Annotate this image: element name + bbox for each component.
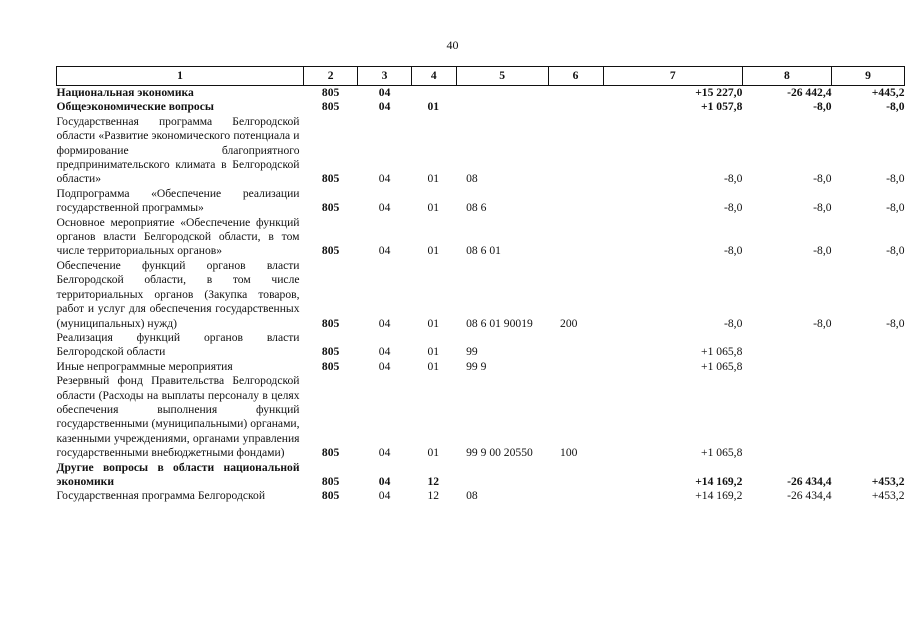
row-expense-type: [548, 331, 603, 360]
row-value-col7: +1 065,8: [701, 345, 743, 359]
row-value-col9: +445,2: [871, 86, 905, 99]
row-expense-type: [548, 360, 603, 374]
row-value-col8: [742, 360, 831, 374]
row-target-article: 08 6 01: [466, 244, 501, 258]
row-value-col9: -8,0: [886, 201, 905, 215]
row-target-article: 08 6: [466, 201, 487, 215]
row-section: 04: [378, 100, 391, 114]
row-value-col8: -8,0: [813, 201, 832, 215]
row-value-col7: -8,0: [724, 316, 743, 330]
row-target-article: [456, 461, 548, 490]
row-gp-code: 805: [321, 489, 340, 503]
row-value-col8: -26 434,4: [787, 489, 832, 503]
row-subsection: [411, 86, 456, 101]
row-value-col9: +453,2: [871, 489, 905, 503]
row-section: 04: [378, 244, 391, 258]
row-value-col7: +14 169,2: [695, 474, 743, 488]
row-target-article: [456, 100, 548, 114]
row-target-article: 08: [466, 489, 478, 503]
row-expense-type: 200: [560, 316, 578, 330]
column-header: 6: [548, 67, 603, 86]
row-gp-code: 805: [321, 100, 340, 114]
row-name: Другие вопросы в области национальной экономики: [56, 460, 300, 488]
column-header: 3: [358, 67, 412, 86]
table-row: [57, 86, 905, 101]
row-name: Государственная программа Белгородской области «Развитие экономического потенциала и формирование благоприятного предпринимательского климата в Белгородской области»: [56, 114, 300, 186]
page-number: 40: [446, 38, 459, 52]
column-header: 7: [603, 67, 742, 86]
row-section: 04: [378, 86, 391, 99]
row-section: 04: [378, 489, 391, 503]
table-row: [57, 489, 905, 503]
table-row: [57, 259, 905, 331]
row-value-col7: +14 169,2: [695, 489, 743, 503]
row-gp-code: 805: [321, 359, 340, 373]
row-expense-type: [548, 461, 603, 490]
row-value-col9: -8,0: [886, 172, 905, 186]
row-value-col7: +1 065,8: [701, 359, 743, 373]
row-gp-code: 805: [321, 474, 340, 488]
row-target-article: 99: [466, 345, 478, 359]
row-target-article: 99 9: [466, 359, 487, 373]
table-row: [57, 187, 905, 216]
row-value-col8: -8,0: [813, 100, 832, 114]
column-header: 8: [742, 67, 831, 86]
row-value-col8: -26 434,4: [787, 474, 832, 488]
row-value-col7: -8,0: [724, 201, 743, 215]
row-value-col7: -8,0: [724, 244, 743, 258]
row-subsection: 01: [427, 345, 440, 359]
table-row: [57, 100, 905, 114]
row-expense-type: 100: [560, 446, 578, 460]
row-name: Государственная программа Белгородской: [56, 489, 266, 503]
row-subsection: 01: [427, 201, 440, 215]
row-section: 04: [378, 359, 391, 373]
row-value-col8: -26 442,4: [787, 86, 832, 99]
row-gp-code: 805: [321, 316, 340, 330]
row-value-col9: [832, 331, 905, 360]
row-name: Общеэкономические вопросы: [56, 100, 214, 114]
row-expense-type: [548, 187, 603, 216]
budget-table: [56, 66, 905, 504]
row-expense-type: [548, 489, 603, 503]
row-name: Основное мероприятие «Обеспечение функций органов власти Белгородской области, в том числе территориальных органов»: [56, 215, 300, 258]
row-value-col7: -8,0: [724, 172, 743, 186]
row-value-col9: [832, 360, 905, 374]
row-subsection: 12: [427, 489, 440, 503]
row-name: Реализация функций органов власти Белгородской области: [56, 330, 300, 359]
row-value-col8: -8,0: [813, 244, 832, 258]
row-subsection: 01: [427, 244, 440, 258]
row-section: 04: [378, 345, 391, 359]
row-target-article: 08: [466, 172, 478, 186]
row-value-col7: +1 065,8: [701, 446, 743, 460]
column-header: 1: [57, 67, 304, 86]
row-section: 04: [378, 172, 391, 186]
row-name: Резервный фонд Правительства Белгородской области (Расходы на выплаты персоналу в целях обеспечения выполнения функций государственными (муниципальными) органами, казенными учреждениями, органами управления государственными внебюджетными фондами): [56, 374, 300, 460]
row-target-article: 08 6 01 90019: [466, 316, 533, 330]
table-row: [57, 115, 905, 187]
row-subsection: 12: [427, 474, 440, 488]
row-subsection: 01: [427, 100, 440, 114]
row-expense-type: [548, 100, 603, 114]
table-row: [57, 374, 905, 460]
row-value-col8: -8,0: [813, 316, 832, 330]
row-gp-code: 805: [321, 244, 340, 258]
row-expense-type: [548, 216, 603, 259]
row-value-col7: +15 227,0: [695, 86, 743, 99]
table-row: [57, 461, 905, 490]
row-subsection: 01: [427, 172, 440, 186]
row-name: Обеспечение функций органов власти Белгородской области, в том числе территориальных органов (Закупка товаров, работ и услуг для обеспечения государственных (муниципальных) нужд): [56, 258, 300, 330]
row-section: 04: [378, 446, 391, 460]
table-header-row: [57, 67, 905, 86]
row-value-col7: +1 057,8: [700, 100, 743, 114]
table-row: [57, 360, 905, 374]
row-name: Национальная экономика: [56, 86, 194, 99]
row-gp-code: 805: [321, 172, 340, 186]
table-row: [57, 216, 905, 259]
row-value-col9: -8,0: [886, 100, 905, 114]
row-subsection: 01: [427, 316, 440, 330]
row-gp-code: 805: [321, 86, 340, 99]
row-gp-code: 805: [321, 345, 340, 359]
row-subsection: 01: [427, 359, 440, 373]
row-value-col9: [832, 374, 905, 460]
row-name: Иные непрограммные мероприятия: [56, 359, 233, 373]
row-value-col9: -8,0: [886, 316, 905, 330]
row-value-col9: -8,0: [886, 244, 905, 258]
table-row: [57, 331, 905, 360]
row-gp-code: 805: [321, 446, 340, 460]
column-header: 9: [832, 67, 905, 86]
row-value-col8: -8,0: [813, 172, 832, 186]
row-target-article: 99 9 00 20550: [466, 446, 533, 460]
column-header: 2: [304, 67, 358, 86]
row-gp-code: 805: [321, 201, 340, 215]
row-value-col9: +453,2: [871, 474, 905, 488]
column-header: 4: [411, 67, 456, 86]
row-value-col8: [742, 331, 831, 360]
row-target-article: [456, 86, 548, 101]
row-section: 04: [378, 474, 391, 488]
row-subsection: 01: [427, 446, 440, 460]
row-section: 04: [378, 316, 391, 330]
column-header: 5: [456, 67, 548, 86]
row-expense-type: [548, 86, 603, 101]
row-section: 04: [378, 201, 391, 215]
row-value-col8: [742, 374, 831, 460]
row-expense-type: [548, 115, 603, 187]
row-name: Подпрограмма «Обеспечение реализации государственной программы»: [56, 186, 300, 215]
